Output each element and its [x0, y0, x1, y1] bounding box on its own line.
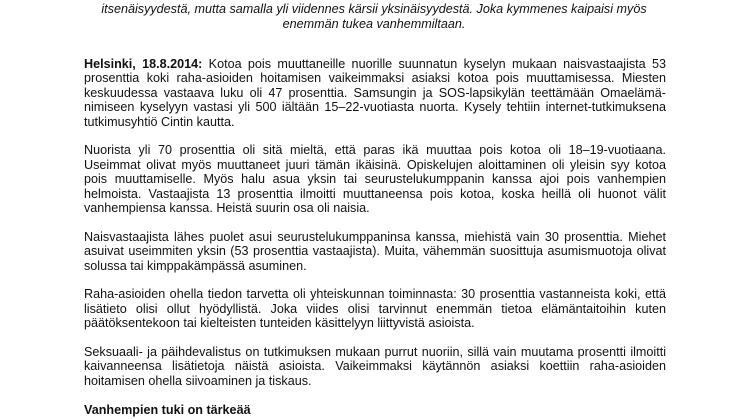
intro-lead: [90, 2, 658, 32]
intro-line-2: enemmän tukea vanhemmiltaan.: [282, 17, 466, 31]
paragraph-4: Raha-asioiden ohella tiedon tarvetta oli yhteiskunnan toiminnasta: 30 prosenttia vastanneista koki, että lisätieto olisi ollut hyödyllistä. Joka viides olisi tarvinnut enemmän tietoa elämäntaitoihin kuten päätöksentekoon tai kielteisten tunteiden käsittelyyn liittyvistä asioista.: [84, 287, 666, 331]
paragraph-1: [84, 57, 666, 129]
dateline: Helsinki, 18.8.2014:: [84, 57, 203, 71]
paragraph-1-text: Kotoa pois muuttaneille nuorille suunnatun kyselyn mukaan naisvastaajista 53 prosenttia koki raha-asioiden hoitamisen vaikeimmaksi asiaksi kotoa pois muuttamisessa. Miesten keskuudessa vastaava luku oli 47 prosenttia. Samsungin ja SOS-lapsikylän teettämään Omaelämä-nimiseen kyselyyn vastasi yli 500 iältään 15–22-vuotiasta nuorta. Kysely tehtiin internet-tutkimuksena tutkimusyhtiö Cintin kautta.: [84, 57, 667, 129]
article-body: [84, 57, 666, 419]
paragraph-5: Seksuaali- ja päihdevalistus on tutkimuksen mukaan purrut nuoriin, sillä vain muutama prosentti ilmoitti kaivanneensa lisätietoja näistä asioista. Vaikeimmaksi käytännön asiaksi koettiin raha-asioiden hoitamisen ohella siivoaminen ja tiskaus.: [84, 345, 666, 388]
intro-line-1: itsenäisyydestä, mutta samalla yli viidennes kärsii yksinäisyydestä. Joka kymmenes kaipaisi myös: [101, 2, 647, 16]
paragraph-2: Nuorista yli 70 prosenttia oli sitä mieltä, että paras ikä muuttaa pois kotoa oli 18–19-vuotiaana. Useimmat olivat myös muuttaneet juuri tämän ikäisinä. Opiskelujen aloittaminen oli yleisin syy kotoa pois muuttamiselle. Myös halu asua yksin tai seurustelukumppanin kanssa ajoi pois vanhempien helmoista. Vastaajista 13 prosenttia ilmoitti muuttaneensa pois kotoa, koska heillä oli huonot välit vanhempiensa kanssa. Heistä suurin osa oli naisia.: [84, 143, 666, 216]
paragraph-3: Naisvastaajista lähes puolet asui seurustelukumppaninsa kanssa, miehistä vain 30 prosenttia. Miehet asuivat useimmiten yksin (53 prosenttia vastaajista). Muita, vähemmän suosittuja asumismuotoja olivat solussa tai kimppakämpässä asuminen.: [84, 229, 666, 273]
section-heading: Vanhempien tuki on tärkeää: [84, 402, 251, 417]
